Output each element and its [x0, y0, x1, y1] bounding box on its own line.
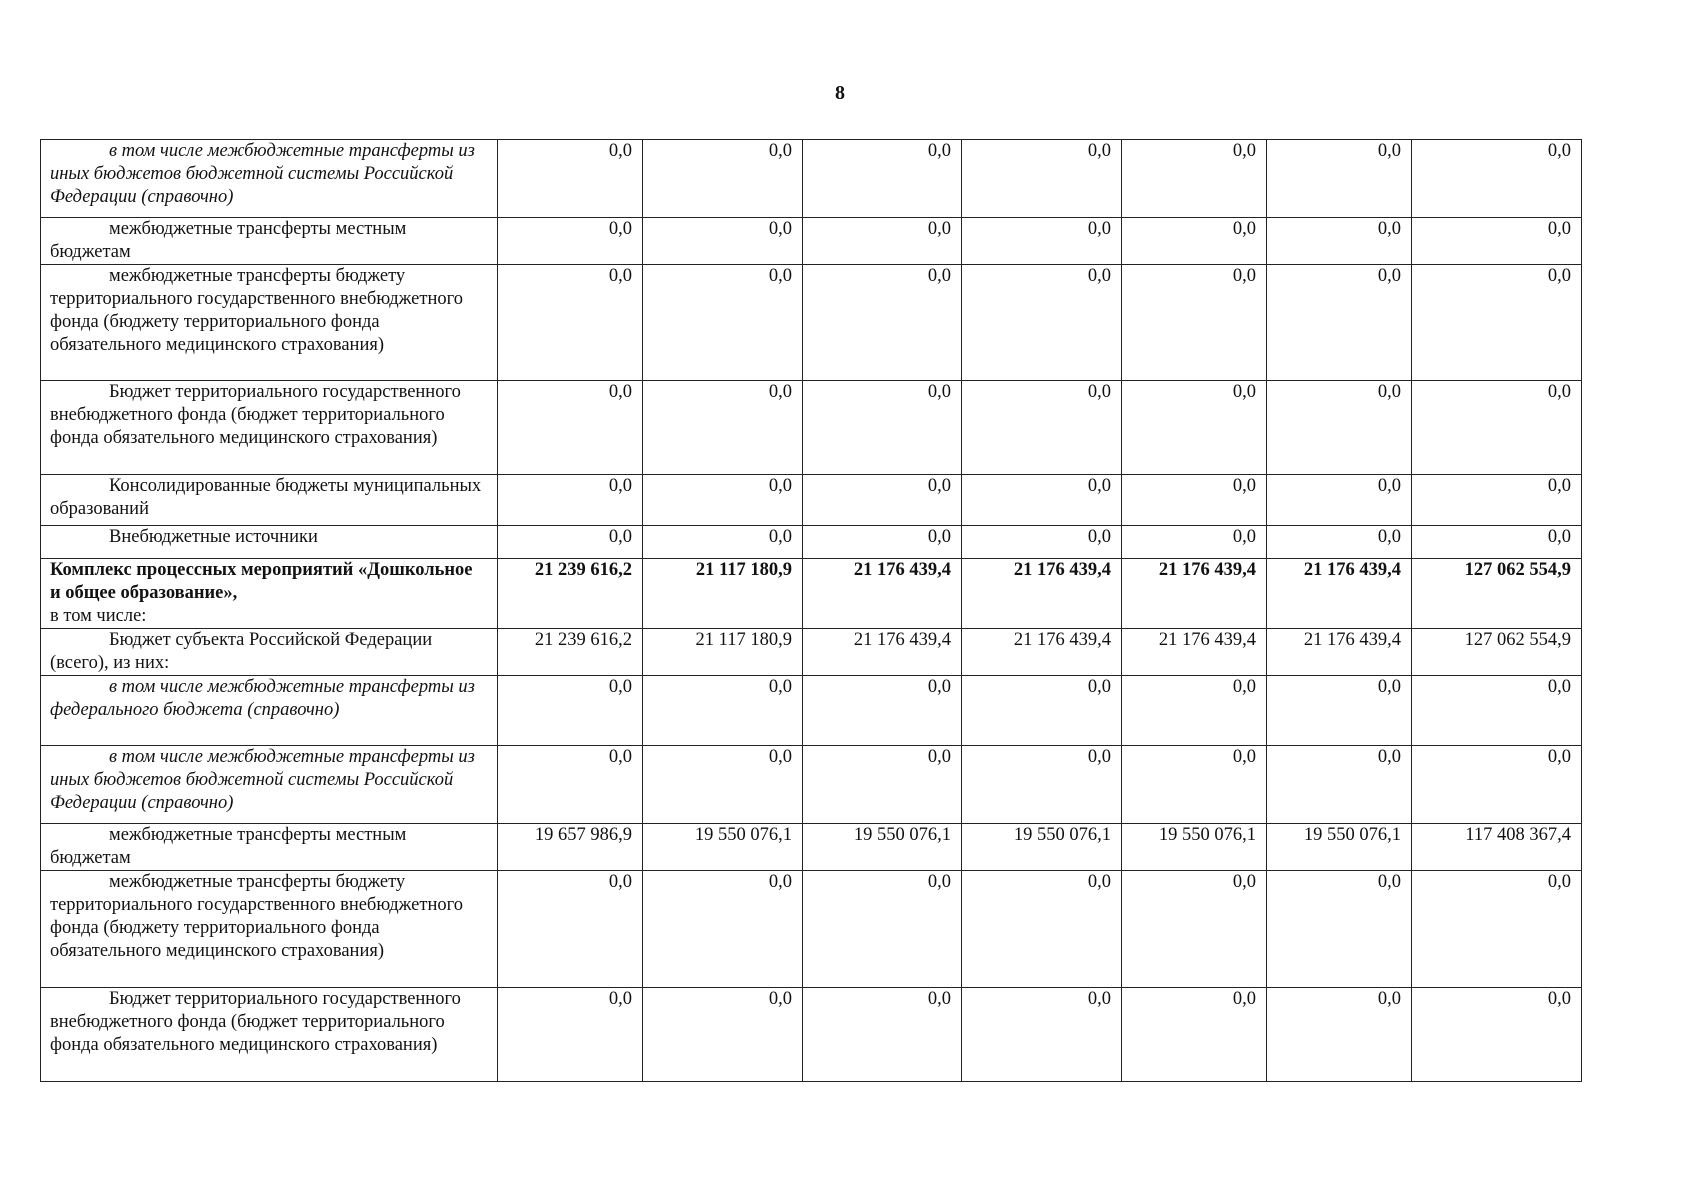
row-label: в том числе межбюджетные трансферты из федерального бюджета (справочно): [41, 676, 498, 746]
value-cell: 0,0: [643, 676, 803, 746]
value-cell: 0,0: [1122, 746, 1267, 824]
value-cell: 0,0: [643, 526, 803, 559]
value-cell: 0,0: [803, 871, 962, 988]
value-cell: 21 176 439,4: [962, 559, 1122, 629]
value-cell: 0,0: [1122, 988, 1267, 1082]
value-cell: 0,0: [1267, 140, 1412, 218]
value-cell: 0,0: [498, 140, 643, 218]
budget-table: [40, 139, 1582, 1082]
value-cell: 0,0: [803, 218, 962, 265]
value-cell: 0,0: [1122, 140, 1267, 218]
row-label: Бюджет территориального государственного внебюджетного фонда (бюджет территориального фонда обязательного медицинского страхования): [41, 988, 498, 1082]
value-cell: 0,0: [1412, 475, 1582, 526]
table-row: [41, 746, 1582, 824]
table-row: [41, 218, 1582, 265]
value-cell: 0,0: [1267, 988, 1412, 1082]
value-cell: 0,0: [1267, 381, 1412, 475]
value-cell: 0,0: [1412, 265, 1582, 381]
table-row: [41, 381, 1582, 475]
value-cell: 0,0: [643, 265, 803, 381]
value-cell: 0,0: [1412, 140, 1582, 218]
row-label: межбюджетные трансферты местным бюджетам: [41, 218, 498, 265]
value-cell: 0,0: [1267, 676, 1412, 746]
value-cell: 0,0: [803, 140, 962, 218]
value-cell: 21 176 439,4: [962, 629, 1122, 676]
value-cell: 0,0: [803, 988, 962, 1082]
value-cell: 0,0: [643, 475, 803, 526]
value-cell: 0,0: [1267, 746, 1412, 824]
value-cell: 0,0: [803, 475, 962, 526]
value-cell: 0,0: [962, 265, 1122, 381]
row-label-tail: в том числе:: [50, 606, 147, 626]
value-cell: 0,0: [962, 218, 1122, 265]
value-cell: 0,0: [498, 676, 643, 746]
budget-table-body: [41, 140, 1582, 1082]
row-label: межбюджетные трансферты бюджету территориального государственного внебюджетного фонда (бюджету территориального фонда обязательного медицинского страхования): [41, 871, 498, 988]
value-cell: 0,0: [498, 265, 643, 381]
value-cell: 0,0: [1267, 871, 1412, 988]
value-cell: 0,0: [1412, 218, 1582, 265]
value-cell: 0,0: [1122, 526, 1267, 559]
value-cell: 19 550 076,1: [643, 824, 803, 871]
value-cell: 21 239 616,2: [498, 629, 643, 676]
value-cell: 0,0: [643, 218, 803, 265]
value-cell: 0,0: [498, 871, 643, 988]
value-cell: 0,0: [962, 871, 1122, 988]
value-cell: 0,0: [962, 526, 1122, 559]
value-cell: 0,0: [803, 381, 962, 475]
row-label: в том числе межбюджетные трансферты из иных бюджетов бюджетной системы Российской Федерации (справочно): [41, 746, 498, 824]
value-cell: 0,0: [1267, 265, 1412, 381]
value-cell: 0,0: [498, 218, 643, 265]
value-cell: 0,0: [643, 871, 803, 988]
value-cell: 0,0: [1267, 218, 1412, 265]
value-cell: 0,0: [962, 746, 1122, 824]
value-cell: 0,0: [1412, 676, 1582, 746]
value-cell: 0,0: [962, 988, 1122, 1082]
value-cell: 117 408 367,4: [1412, 824, 1582, 871]
value-cell: 0,0: [498, 381, 643, 475]
value-cell: 127 062 554,9: [1412, 559, 1582, 629]
table-row: [41, 140, 1582, 218]
value-cell: 0,0: [643, 140, 803, 218]
value-cell: 0,0: [1122, 676, 1267, 746]
table-row: [41, 475, 1582, 526]
value-cell: 0,0: [1122, 265, 1267, 381]
table-row: [41, 871, 1582, 988]
table-row: [41, 988, 1582, 1082]
value-cell: 0,0: [1122, 381, 1267, 475]
value-cell: 0,0: [643, 381, 803, 475]
value-cell: 127 062 554,9: [1412, 629, 1582, 676]
table-row: [41, 676, 1582, 746]
value-cell: 19 657 986,9: [498, 824, 643, 871]
row-label: Бюджет территориального государственного внебюджетного фонда (бюджет территориального фонда обязательного медицинского страхования): [41, 381, 498, 475]
value-cell: 0,0: [962, 676, 1122, 746]
value-cell: 21 176 439,4: [803, 629, 962, 676]
row-label: Бюджет субъекта Российской Федерации (всего), из них:: [41, 629, 498, 676]
value-cell: 0,0: [1122, 218, 1267, 265]
table-row-section-total: [41, 559, 1582, 629]
row-label: межбюджетные трансферты местным бюджетам: [41, 824, 498, 871]
row-label: в том числе межбюджетные трансферты из иных бюджетов бюджетной системы Российской Федерации (справочно): [41, 140, 498, 218]
value-cell: 21 176 439,4: [1267, 559, 1412, 629]
value-cell: 0,0: [498, 526, 643, 559]
value-cell: 0,0: [1412, 746, 1582, 824]
row-label: межбюджетные трансферты бюджету территориального государственного внебюджетного фонда (бюджету территориального фонда обязательного медицинского страхования): [41, 265, 498, 381]
value-cell: 0,0: [962, 140, 1122, 218]
value-cell: 0,0: [803, 746, 962, 824]
value-cell: 0,0: [1412, 381, 1582, 475]
value-cell: 0,0: [803, 265, 962, 381]
value-cell: 0,0: [1122, 475, 1267, 526]
value-cell: 0,0: [498, 988, 643, 1082]
value-cell: 21 176 439,4: [803, 559, 962, 629]
value-cell: 0,0: [1267, 475, 1412, 526]
value-cell: 0,0: [803, 526, 962, 559]
value-cell: 21 117 180,9: [643, 629, 803, 676]
value-cell: 0,0: [1412, 988, 1582, 1082]
value-cell: 0,0: [1412, 871, 1582, 988]
value-cell: 0,0: [1267, 526, 1412, 559]
value-cell: 0,0: [498, 475, 643, 526]
table-row: [41, 526, 1582, 559]
value-cell: 19 550 076,1: [962, 824, 1122, 871]
value-cell: 0,0: [803, 676, 962, 746]
value-cell: 0,0: [643, 746, 803, 824]
value-cell: 21 176 439,4: [1122, 629, 1267, 676]
value-cell: 0,0: [1122, 871, 1267, 988]
table-row: [41, 629, 1582, 676]
value-cell: 0,0: [1412, 526, 1582, 559]
value-cell: 19 550 076,1: [1122, 824, 1267, 871]
value-cell: 21 239 616,2: [498, 559, 643, 629]
value-cell: 0,0: [962, 475, 1122, 526]
table-row: [41, 824, 1582, 871]
value-cell: 21 117 180,9: [643, 559, 803, 629]
value-cell: 0,0: [962, 381, 1122, 475]
value-cell: 19 550 076,1: [1267, 824, 1412, 871]
row-label: Консолидированные бюджеты муниципальных образований: [41, 475, 498, 526]
row-label: Внебюджетные источники: [41, 526, 498, 559]
value-cell: 21 176 439,4: [1267, 629, 1412, 676]
value-cell: 0,0: [498, 746, 643, 824]
value-cell: 19 550 076,1: [803, 824, 962, 871]
value-cell: 21 176 439,4: [1122, 559, 1267, 629]
page-number: 8: [835, 82, 845, 104]
value-cell: 0,0: [643, 988, 803, 1082]
row-label: Комплекс процессных мероприятий «Дошкольное и общее образование», в том числе:: [41, 559, 498, 629]
table-row: [41, 265, 1582, 381]
